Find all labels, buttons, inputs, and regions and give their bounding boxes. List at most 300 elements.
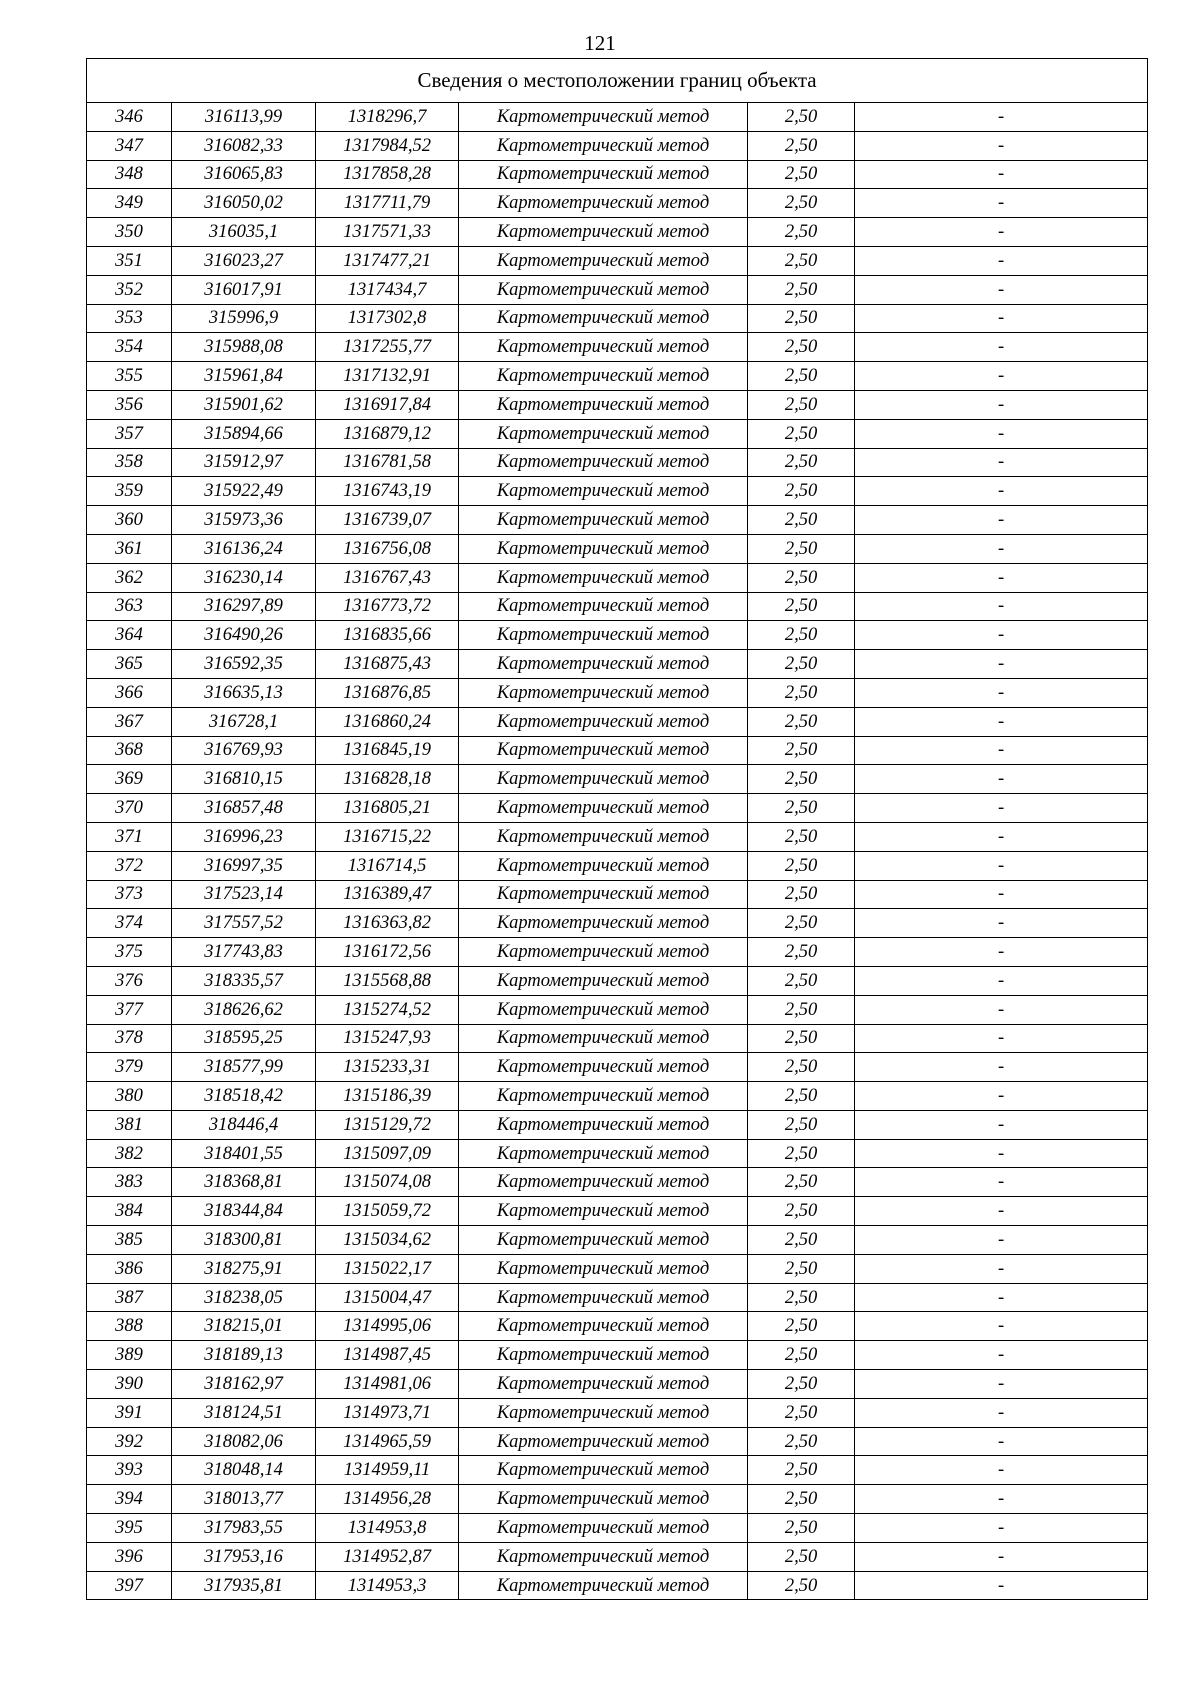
method-cell: Картометрический метод xyxy=(459,822,748,851)
description-cell: - xyxy=(855,1110,1148,1139)
description-cell: - xyxy=(855,1370,1148,1399)
y-coordinate-cell: 1314995,06 xyxy=(316,1312,459,1341)
accuracy-cell: 2,50 xyxy=(748,938,855,967)
point-number-cell: 354 xyxy=(87,333,172,362)
table-row xyxy=(87,333,1148,362)
method-cell: Картометрический метод xyxy=(459,736,748,765)
page-number: 121 xyxy=(584,31,616,55)
method-cell: Картометрический метод xyxy=(459,1168,748,1197)
x-coordinate-cell: 315988,08 xyxy=(172,333,316,362)
point-number-cell: 383 xyxy=(87,1168,172,1197)
method-cell: Картометрический метод xyxy=(459,1485,748,1514)
table-row xyxy=(87,1024,1148,1053)
x-coordinate-cell: 316113,99 xyxy=(172,103,316,132)
y-coordinate-cell: 1315074,08 xyxy=(316,1168,459,1197)
point-number-cell: 346 xyxy=(87,103,172,132)
x-coordinate-cell: 317953,16 xyxy=(172,1542,316,1571)
boundary-table-container xyxy=(86,58,1147,1600)
y-coordinate-cell: 1314956,28 xyxy=(316,1485,459,1514)
description-cell: - xyxy=(855,189,1148,218)
method-cell: Картометрический метод xyxy=(459,995,748,1024)
x-coordinate-cell: 318238,05 xyxy=(172,1283,316,1312)
x-coordinate-cell: 316810,15 xyxy=(172,765,316,794)
method-cell: Картометрический метод xyxy=(459,707,748,736)
description-cell: - xyxy=(855,1542,1148,1571)
accuracy-cell: 2,50 xyxy=(748,246,855,275)
y-coordinate-cell: 1314981,06 xyxy=(316,1370,459,1399)
y-coordinate-cell: 1314952,87 xyxy=(316,1542,459,1571)
y-coordinate-cell: 1317132,91 xyxy=(316,362,459,391)
point-number-cell: 391 xyxy=(87,1398,172,1427)
y-coordinate-cell: 1314959,11 xyxy=(316,1456,459,1485)
description-cell: - xyxy=(855,678,1148,707)
description-cell: - xyxy=(855,1485,1148,1514)
method-cell: Картометрический метод xyxy=(459,448,748,477)
boundary-table xyxy=(86,58,1148,1600)
table-row xyxy=(87,909,1148,938)
accuracy-cell: 2,50 xyxy=(748,765,855,794)
point-number-cell: 352 xyxy=(87,275,172,304)
description-cell: - xyxy=(855,390,1148,419)
x-coordinate-cell: 318275,91 xyxy=(172,1254,316,1283)
table-row xyxy=(87,534,1148,563)
table-row xyxy=(87,1514,1148,1543)
accuracy-cell: 2,50 xyxy=(748,448,855,477)
accuracy-cell: 2,50 xyxy=(748,1197,855,1226)
description-cell: - xyxy=(855,1197,1148,1226)
x-coordinate-cell: 317557,52 xyxy=(172,909,316,938)
point-number-cell: 387 xyxy=(87,1283,172,1312)
y-coordinate-cell: 1317711,79 xyxy=(316,189,459,218)
method-cell: Картометрический метод xyxy=(459,1110,748,1139)
x-coordinate-cell: 315922,49 xyxy=(172,477,316,506)
x-coordinate-cell: 316136,24 xyxy=(172,534,316,563)
x-coordinate-cell: 316017,91 xyxy=(172,275,316,304)
table-row xyxy=(87,131,1148,160)
x-coordinate-cell: 318124,51 xyxy=(172,1398,316,1427)
y-coordinate-cell: 1317858,28 xyxy=(316,160,459,189)
accuracy-cell: 2,50 xyxy=(748,304,855,333)
table-row xyxy=(87,1398,1148,1427)
method-cell: Картометрический метод xyxy=(459,1542,748,1571)
method-cell: Картометрический метод xyxy=(459,1254,748,1283)
description-cell: - xyxy=(855,650,1148,679)
table-row xyxy=(87,822,1148,851)
table-row xyxy=(87,1427,1148,1456)
description-cell: - xyxy=(855,1082,1148,1111)
x-coordinate-cell: 318368,81 xyxy=(172,1168,316,1197)
point-number-cell: 349 xyxy=(87,189,172,218)
y-coordinate-cell: 1317477,21 xyxy=(316,246,459,275)
table-row xyxy=(87,1456,1148,1485)
accuracy-cell: 2,50 xyxy=(748,160,855,189)
point-number-cell: 392 xyxy=(87,1427,172,1456)
x-coordinate-cell: 315961,84 xyxy=(172,362,316,391)
y-coordinate-cell: 1317302,8 xyxy=(316,304,459,333)
accuracy-cell: 2,50 xyxy=(748,506,855,535)
point-number-cell: 388 xyxy=(87,1312,172,1341)
accuracy-cell: 2,50 xyxy=(748,966,855,995)
table-row xyxy=(87,477,1148,506)
description-cell: - xyxy=(855,1053,1148,1082)
y-coordinate-cell: 1316363,82 xyxy=(316,909,459,938)
table-row xyxy=(87,592,1148,621)
y-coordinate-cell: 1315059,72 xyxy=(316,1197,459,1226)
accuracy-cell: 2,50 xyxy=(748,1082,855,1111)
x-coordinate-cell: 316997,35 xyxy=(172,851,316,880)
description-cell: - xyxy=(855,103,1148,132)
accuracy-cell: 2,50 xyxy=(748,477,855,506)
x-coordinate-cell: 315996,9 xyxy=(172,304,316,333)
y-coordinate-cell: 1316917,84 xyxy=(316,390,459,419)
table-row xyxy=(87,966,1148,995)
method-cell: Картометрический метод xyxy=(459,1024,748,1053)
table-row xyxy=(87,1370,1148,1399)
description-cell: - xyxy=(855,1398,1148,1427)
table-row xyxy=(87,1312,1148,1341)
x-coordinate-cell: 318162,97 xyxy=(172,1370,316,1399)
table-row xyxy=(87,362,1148,391)
description-cell: - xyxy=(855,534,1148,563)
description-cell: - xyxy=(855,880,1148,909)
table-row xyxy=(87,794,1148,823)
x-coordinate-cell: 318082,06 xyxy=(172,1427,316,1456)
y-coordinate-cell: 1314973,71 xyxy=(316,1398,459,1427)
accuracy-cell: 2,50 xyxy=(748,592,855,621)
point-number-cell: 389 xyxy=(87,1341,172,1370)
table-row xyxy=(87,1283,1148,1312)
x-coordinate-cell: 316592,35 xyxy=(172,650,316,679)
y-coordinate-cell: 1316781,58 xyxy=(316,448,459,477)
x-coordinate-cell: 316050,02 xyxy=(172,189,316,218)
description-cell: - xyxy=(855,1139,1148,1168)
table-row xyxy=(87,851,1148,880)
method-cell: Картометрический метод xyxy=(459,419,748,448)
table-row xyxy=(87,390,1148,419)
x-coordinate-cell: 317523,14 xyxy=(172,880,316,909)
method-cell: Картометрический метод xyxy=(459,909,748,938)
x-coordinate-cell: 318518,42 xyxy=(172,1082,316,1111)
point-number-cell: 377 xyxy=(87,995,172,1024)
method-cell: Картометрический метод xyxy=(459,678,748,707)
x-coordinate-cell: 315894,66 xyxy=(172,419,316,448)
x-coordinate-cell: 318401,55 xyxy=(172,1139,316,1168)
method-cell: Картометрический метод xyxy=(459,1456,748,1485)
table-row xyxy=(87,246,1148,275)
method-cell: Картометрический метод xyxy=(459,765,748,794)
accuracy-cell: 2,50 xyxy=(748,1110,855,1139)
x-coordinate-cell: 317743,83 xyxy=(172,938,316,967)
accuracy-cell: 2,50 xyxy=(748,534,855,563)
y-coordinate-cell: 1315004,47 xyxy=(316,1283,459,1312)
description-cell: - xyxy=(855,822,1148,851)
y-coordinate-cell: 1315233,31 xyxy=(316,1053,459,1082)
table-row xyxy=(87,736,1148,765)
method-cell: Картометрический метод xyxy=(459,1427,748,1456)
point-number-cell: 373 xyxy=(87,880,172,909)
table-row xyxy=(87,1226,1148,1255)
accuracy-cell: 2,50 xyxy=(748,1542,855,1571)
accuracy-cell: 2,50 xyxy=(748,390,855,419)
x-coordinate-cell: 316728,1 xyxy=(172,707,316,736)
table-row xyxy=(87,448,1148,477)
y-coordinate-cell: 1314953,3 xyxy=(316,1571,459,1600)
description-cell: - xyxy=(855,1312,1148,1341)
point-number-cell: 384 xyxy=(87,1197,172,1226)
table-row xyxy=(87,218,1148,247)
method-cell: Картометрический метод xyxy=(459,333,748,362)
table-row xyxy=(87,1341,1148,1370)
y-coordinate-cell: 1317255,77 xyxy=(316,333,459,362)
table-title: Сведения о местоположении границ объекта xyxy=(87,59,1148,103)
accuracy-cell: 2,50 xyxy=(748,650,855,679)
x-coordinate-cell: 318013,77 xyxy=(172,1485,316,1514)
y-coordinate-cell: 1316876,85 xyxy=(316,678,459,707)
method-cell: Картометрический метод xyxy=(459,506,748,535)
y-coordinate-cell: 1316767,43 xyxy=(316,563,459,592)
method-cell: Картометрический метод xyxy=(459,592,748,621)
method-cell: Картометрический метод xyxy=(459,534,748,563)
y-coordinate-cell: 1315274,52 xyxy=(316,995,459,1024)
y-coordinate-cell: 1316714,5 xyxy=(316,851,459,880)
method-cell: Картометрический метод xyxy=(459,880,748,909)
method-cell: Картометрический метод xyxy=(459,131,748,160)
point-number-cell: 360 xyxy=(87,506,172,535)
accuracy-cell: 2,50 xyxy=(748,822,855,851)
y-coordinate-cell: 1314987,45 xyxy=(316,1341,459,1370)
x-coordinate-cell: 318626,62 xyxy=(172,995,316,1024)
description-cell: - xyxy=(855,1024,1148,1053)
y-coordinate-cell: 1316805,21 xyxy=(316,794,459,823)
x-coordinate-cell: 315973,36 xyxy=(172,506,316,535)
method-cell: Картометрический метод xyxy=(459,1139,748,1168)
description-cell: - xyxy=(855,563,1148,592)
y-coordinate-cell: 1316835,66 xyxy=(316,621,459,650)
y-coordinate-cell: 1316389,47 xyxy=(316,880,459,909)
table-row xyxy=(87,621,1148,650)
description-cell: - xyxy=(855,995,1148,1024)
table-row xyxy=(87,563,1148,592)
y-coordinate-cell: 1318296,7 xyxy=(316,103,459,132)
point-number-cell: 381 xyxy=(87,1110,172,1139)
accuracy-cell: 2,50 xyxy=(748,419,855,448)
description-cell: - xyxy=(855,909,1148,938)
accuracy-cell: 2,50 xyxy=(748,1139,855,1168)
accuracy-cell: 2,50 xyxy=(748,333,855,362)
point-number-cell: 367 xyxy=(87,707,172,736)
point-number-cell: 395 xyxy=(87,1514,172,1543)
y-coordinate-cell: 1316743,19 xyxy=(316,477,459,506)
description-cell: - xyxy=(855,1571,1148,1600)
accuracy-cell: 2,50 xyxy=(748,1341,855,1370)
method-cell: Картометрический метод xyxy=(459,621,748,650)
table-row xyxy=(87,1110,1148,1139)
accuracy-cell: 2,50 xyxy=(748,1514,855,1543)
description-cell: - xyxy=(855,304,1148,333)
accuracy-cell: 2,50 xyxy=(748,1370,855,1399)
accuracy-cell: 2,50 xyxy=(748,1053,855,1082)
description-cell: - xyxy=(855,1283,1148,1312)
table-row xyxy=(87,1168,1148,1197)
table-row xyxy=(87,938,1148,967)
point-number-cell: 357 xyxy=(87,419,172,448)
table-row xyxy=(87,1197,1148,1226)
description-cell: - xyxy=(855,938,1148,967)
x-coordinate-cell: 316035,1 xyxy=(172,218,316,247)
table-row xyxy=(87,1254,1148,1283)
accuracy-cell: 2,50 xyxy=(748,995,855,1024)
description-cell: - xyxy=(855,218,1148,247)
point-number-cell: 368 xyxy=(87,736,172,765)
accuracy-cell: 2,50 xyxy=(748,1226,855,1255)
point-number-cell: 375 xyxy=(87,938,172,967)
point-number-cell: 396 xyxy=(87,1542,172,1571)
x-coordinate-cell: 318446,4 xyxy=(172,1110,316,1139)
x-coordinate-cell: 315901,62 xyxy=(172,390,316,419)
description-cell: - xyxy=(855,1427,1148,1456)
point-number-cell: 353 xyxy=(87,304,172,333)
method-cell: Картометрический метод xyxy=(459,851,748,880)
table-row xyxy=(87,275,1148,304)
point-number-cell: 359 xyxy=(87,477,172,506)
point-number-cell: 394 xyxy=(87,1485,172,1514)
y-coordinate-cell: 1315129,72 xyxy=(316,1110,459,1139)
y-coordinate-cell: 1316172,56 xyxy=(316,938,459,967)
description-cell: - xyxy=(855,1254,1148,1283)
description-cell: - xyxy=(855,1226,1148,1255)
x-coordinate-cell: 318048,14 xyxy=(172,1456,316,1485)
method-cell: Картометрический метод xyxy=(459,477,748,506)
table-row xyxy=(87,1082,1148,1111)
point-number-cell: 397 xyxy=(87,1571,172,1600)
method-cell: Картометрический метод xyxy=(459,1197,748,1226)
point-number-cell: 379 xyxy=(87,1053,172,1082)
y-coordinate-cell: 1316875,43 xyxy=(316,650,459,679)
accuracy-cell: 2,50 xyxy=(748,1254,855,1283)
point-number-cell: 348 xyxy=(87,160,172,189)
y-coordinate-cell: 1314965,59 xyxy=(316,1427,459,1456)
point-number-cell: 347 xyxy=(87,131,172,160)
x-coordinate-cell: 318300,81 xyxy=(172,1226,316,1255)
description-cell: - xyxy=(855,333,1148,362)
accuracy-cell: 2,50 xyxy=(748,621,855,650)
method-cell: Картометрический метод xyxy=(459,938,748,967)
y-coordinate-cell: 1315186,39 xyxy=(316,1082,459,1111)
table-row xyxy=(87,506,1148,535)
accuracy-cell: 2,50 xyxy=(748,736,855,765)
y-coordinate-cell: 1316739,07 xyxy=(316,506,459,535)
x-coordinate-cell: 315912,97 xyxy=(172,448,316,477)
table-row xyxy=(87,1542,1148,1571)
method-cell: Картометрический метод xyxy=(459,160,748,189)
description-cell: - xyxy=(855,966,1148,995)
accuracy-cell: 2,50 xyxy=(748,103,855,132)
point-number-cell: 363 xyxy=(87,592,172,621)
description-cell: - xyxy=(855,707,1148,736)
y-coordinate-cell: 1314953,8 xyxy=(316,1514,459,1543)
point-number-cell: 351 xyxy=(87,246,172,275)
point-number-cell: 364 xyxy=(87,621,172,650)
method-cell: Картометрический метод xyxy=(459,1370,748,1399)
table-row xyxy=(87,189,1148,218)
table-title-row xyxy=(87,59,1148,103)
accuracy-cell: 2,50 xyxy=(748,1283,855,1312)
y-coordinate-cell: 1317434,7 xyxy=(316,275,459,304)
table-row xyxy=(87,304,1148,333)
point-number-cell: 365 xyxy=(87,650,172,679)
method-cell: Картометрический метод xyxy=(459,1312,748,1341)
description-cell: - xyxy=(855,419,1148,448)
point-number-cell: 380 xyxy=(87,1082,172,1111)
method-cell: Картометрический метод xyxy=(459,1341,748,1370)
point-number-cell: 369 xyxy=(87,765,172,794)
y-coordinate-cell: 1315247,93 xyxy=(316,1024,459,1053)
table-row xyxy=(87,707,1148,736)
description-cell: - xyxy=(855,765,1148,794)
description-cell: - xyxy=(855,160,1148,189)
description-cell: - xyxy=(855,736,1148,765)
x-coordinate-cell: 316996,23 xyxy=(172,822,316,851)
point-number-cell: 393 xyxy=(87,1456,172,1485)
y-coordinate-cell: 1316715,22 xyxy=(316,822,459,851)
method-cell: Картометрический метод xyxy=(459,794,748,823)
y-coordinate-cell: 1315568,88 xyxy=(316,966,459,995)
description-cell: - xyxy=(855,506,1148,535)
method-cell: Картометрический метод xyxy=(459,304,748,333)
x-coordinate-cell: 316635,13 xyxy=(172,678,316,707)
point-number-cell: 374 xyxy=(87,909,172,938)
accuracy-cell: 2,50 xyxy=(748,1571,855,1600)
point-number-cell: 350 xyxy=(87,218,172,247)
point-number-cell: 372 xyxy=(87,851,172,880)
point-number-cell: 358 xyxy=(87,448,172,477)
method-cell: Картометрический метод xyxy=(459,246,748,275)
description-cell: - xyxy=(855,275,1148,304)
method-cell: Картометрический метод xyxy=(459,275,748,304)
accuracy-cell: 2,50 xyxy=(748,189,855,218)
table-row xyxy=(87,1485,1148,1514)
accuracy-cell: 2,50 xyxy=(748,707,855,736)
y-coordinate-cell: 1316860,24 xyxy=(316,707,459,736)
y-coordinate-cell: 1316845,19 xyxy=(316,736,459,765)
point-number-cell: 378 xyxy=(87,1024,172,1053)
method-cell: Картометрический метод xyxy=(459,1514,748,1543)
table-row xyxy=(87,650,1148,679)
x-coordinate-cell: 316297,89 xyxy=(172,592,316,621)
accuracy-cell: 2,50 xyxy=(748,563,855,592)
point-number-cell: 376 xyxy=(87,966,172,995)
x-coordinate-cell: 316490,26 xyxy=(172,621,316,650)
method-cell: Картометрический метод xyxy=(459,218,748,247)
table-row xyxy=(87,1139,1148,1168)
x-coordinate-cell: 318335,57 xyxy=(172,966,316,995)
y-coordinate-cell: 1315097,09 xyxy=(316,1139,459,1168)
accuracy-cell: 2,50 xyxy=(748,275,855,304)
y-coordinate-cell: 1317984,52 xyxy=(316,131,459,160)
accuracy-cell: 2,50 xyxy=(748,1485,855,1514)
table-row xyxy=(87,1571,1148,1600)
description-cell: - xyxy=(855,477,1148,506)
x-coordinate-cell: 316857,48 xyxy=(172,794,316,823)
x-coordinate-cell: 318189,13 xyxy=(172,1341,316,1370)
method-cell: Картометрический метод xyxy=(459,650,748,679)
accuracy-cell: 2,50 xyxy=(748,1398,855,1427)
x-coordinate-cell: 316230,14 xyxy=(172,563,316,592)
y-coordinate-cell: 1316756,08 xyxy=(316,534,459,563)
accuracy-cell: 2,50 xyxy=(748,362,855,391)
point-number-cell: 390 xyxy=(87,1370,172,1399)
table-row xyxy=(87,103,1148,132)
